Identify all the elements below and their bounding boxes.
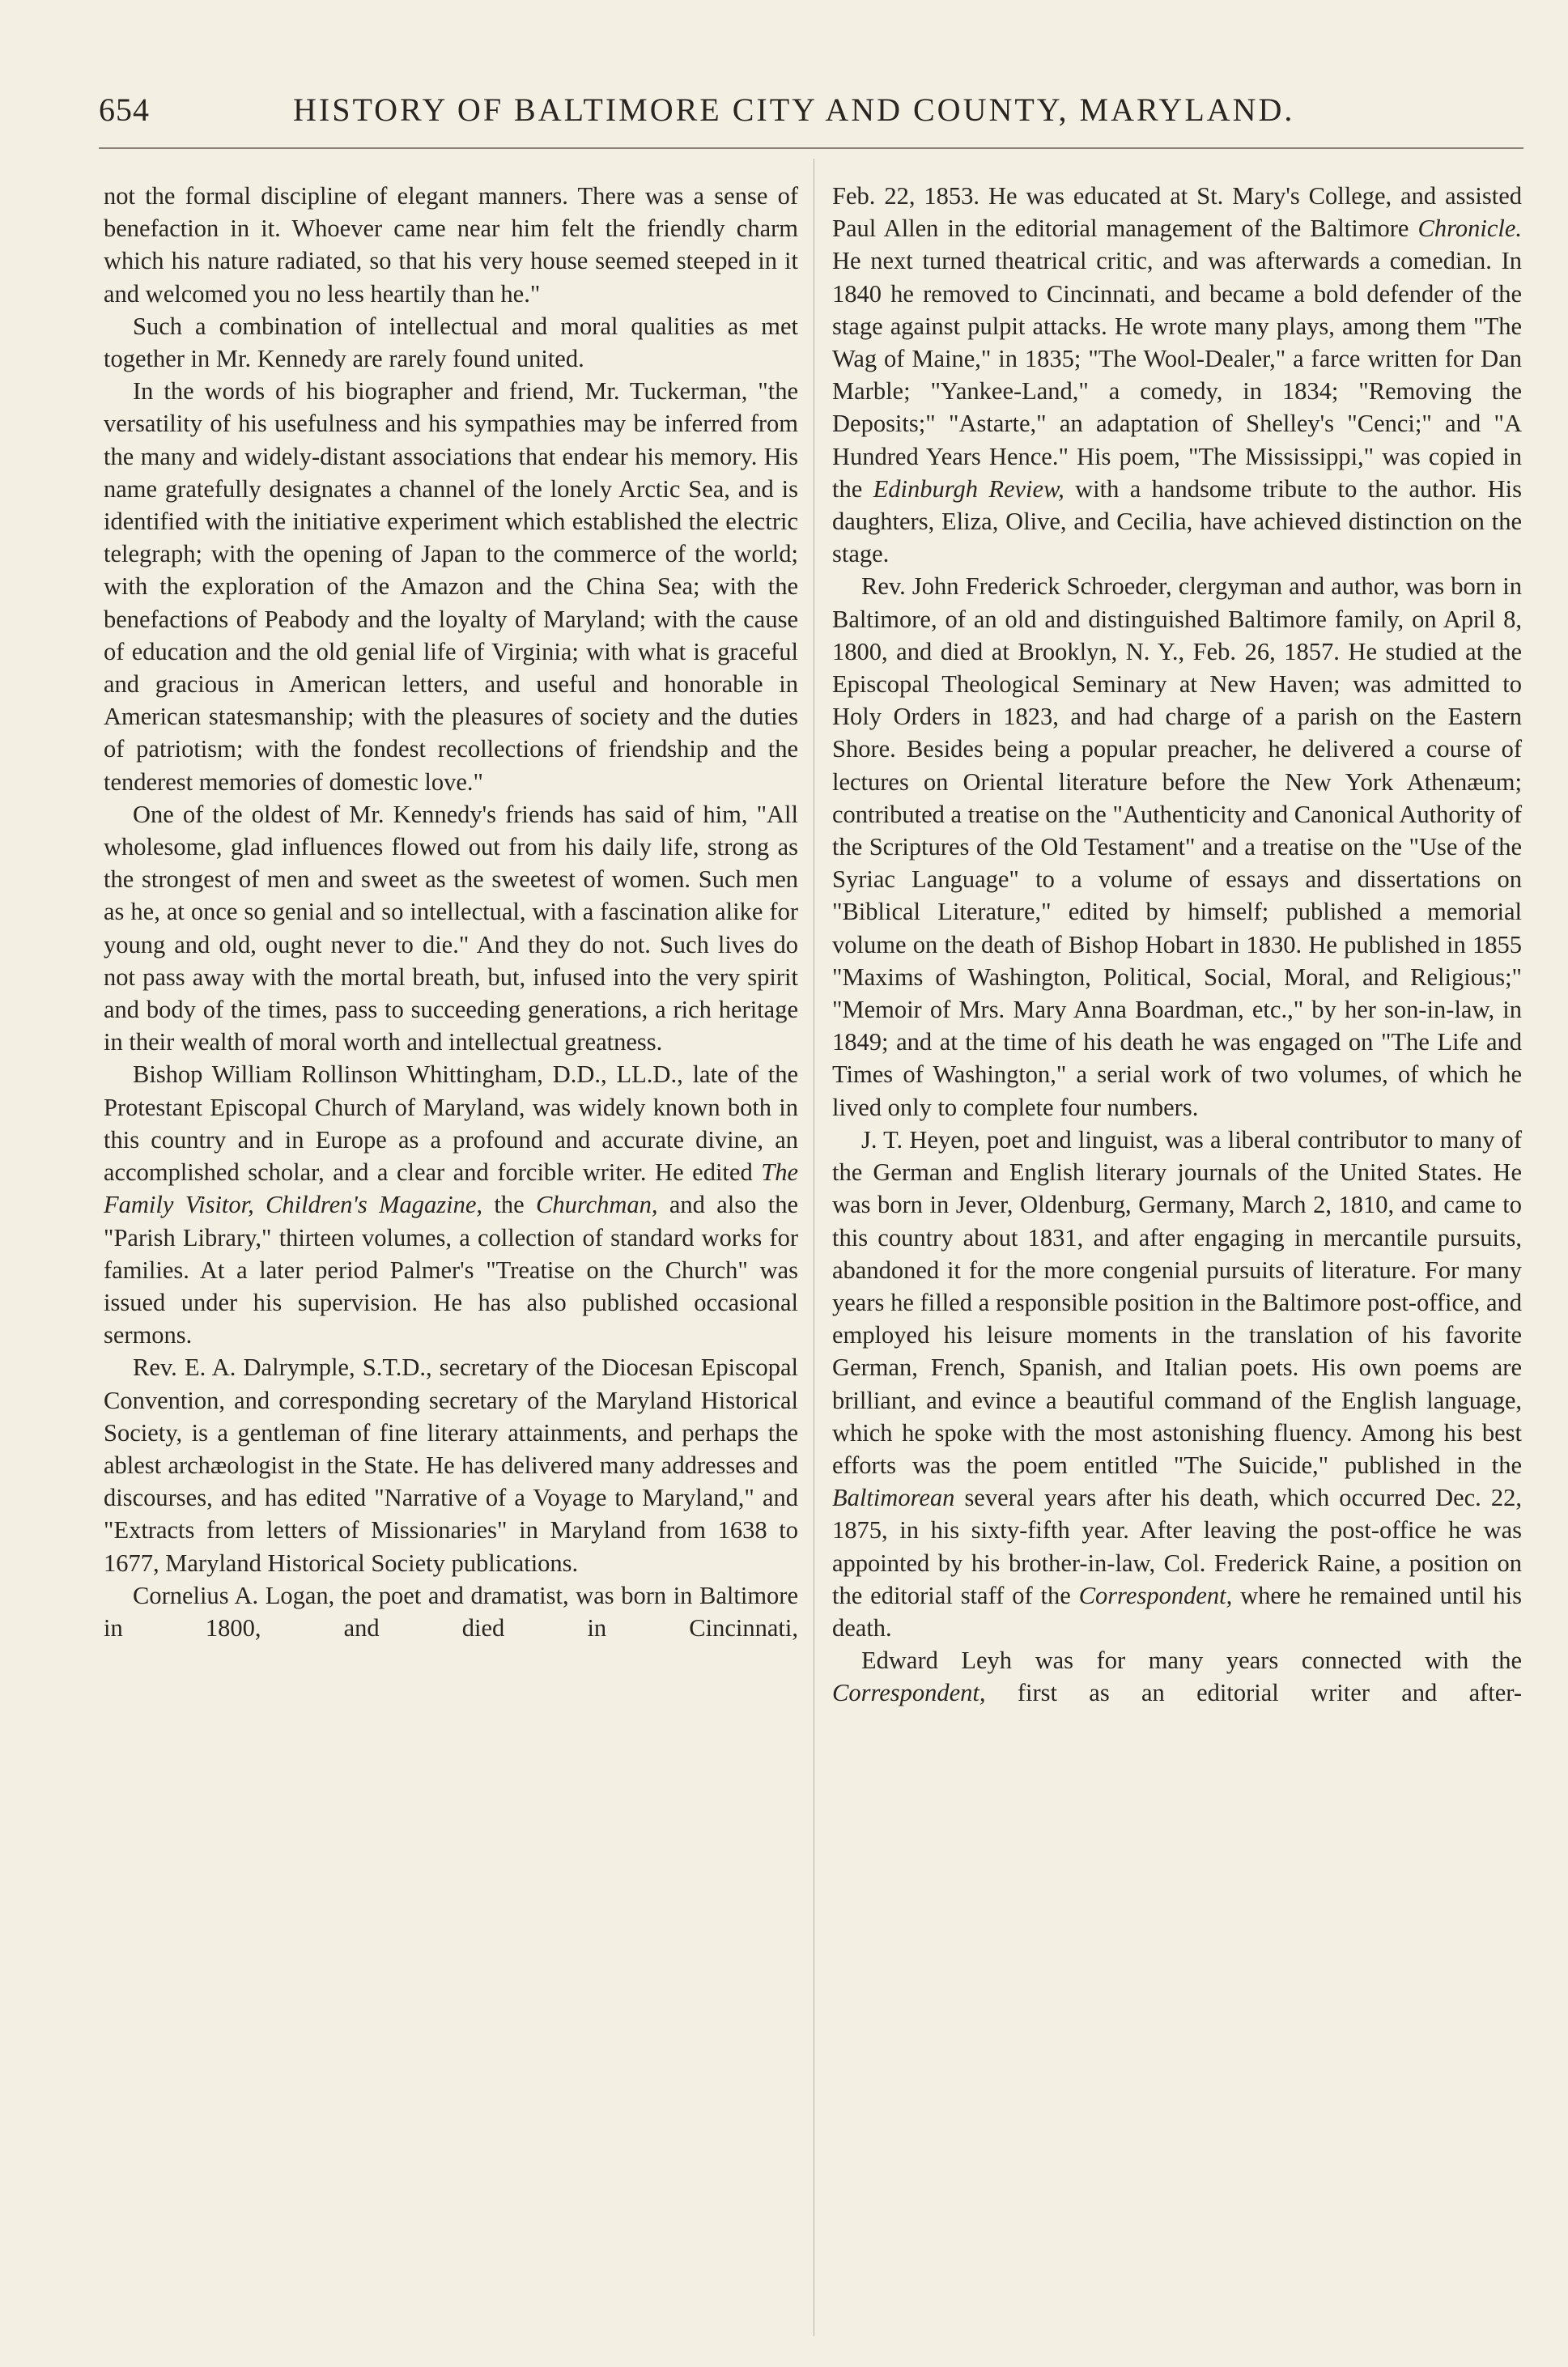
text-run: Bishop William Rollinson Whittingham, D.D., LL.D., late of the Protestant Episcopal Church of Maryland, was widely known both in this country and in Europe as a profound and accurate divine, an accomplished scholar, and a clear and forcible writer. He edited: [104, 1060, 798, 1187]
italic-title: Baltimorean: [832, 1484, 955, 1512]
italic-title: Chronicle.: [1417, 215, 1522, 243]
paragraph: Such a combination of intellectual and moral qualities as met together in Mr. Kennedy are rarely found united.: [104, 312, 798, 373]
text-run: where he remained until his death.: [832, 1581, 1523, 1642]
paragraph: [832, 1124, 1522, 1644]
paragraph: [832, 180, 1522, 570]
text-run: J. T. Heyen, poet and linguist, was a liberal contributor to many of the German and English literary journals of the United States. He was born in Jever, Oldenburg, Germany, March 2, 1810, and came to this country about 1831, and after engaging in mercantile pursuits, abandoned it for the more congenial pursuits of literature. For many years he filled a responsible position in the Baltimore post-office, and employed his leisure moments in the translation of his favorite German, French, Spanish, and Italian poets. His own poems are brilliant, and evince a beautiful command of the English language, which he spoke with the most astonishing fluency. Among his best efforts was the poem entitled "The Suicide," published in the: [832, 1125, 1522, 1479]
italic-title: Edinburgh Review,: [873, 474, 1064, 503]
italic-title: Correspondent,: [1078, 1581, 1233, 1609]
paragraph: not the formal discipline of elegant manners. There was a sense of benefaction in it. Whoever came near him felt the friendly charm which his nature radiated, so that his very house seemed steeped in it and welcomed you no less heartily than he.": [104, 182, 798, 308]
italic-title: Churchman,: [536, 1191, 658, 1219]
paragraph: [832, 1644, 1522, 1709]
left-column: [104, 180, 798, 1644]
italic-title: The Family Visitor, Children's Magazine,: [104, 1158, 798, 1219]
text-run: with a handsome tribute to the author. His daughters, Eliza, Olive, and Cecilia, have achieved distinction on the stage.: [832, 474, 1523, 568]
text-run: several years after his death, which occurred Dec. 22, 1875, in his sixty-fifth year. After leaving the post-office he was appointed by his brother-in-law, Col. Frederick Raine, a position on the editorial staff of the: [832, 1484, 1522, 1609]
text-run: the: [482, 1191, 537, 1219]
text-run: Edward Leyh was for many years connected with the: [861, 1647, 1522, 1675]
paragraph: [104, 1058, 798, 1351]
text-run: Feb. 22, 1853. He was educated at St. Mary's College, and assisted Paul Allen in the editorial management of the Baltimore: [832, 182, 1522, 243]
paragraph: Rev. John Frederick Schroeder, clergyman and author, was born in Baltimore, of an old and distinguished Baltimore family, on April 8, 1800, and died at Brooklyn, N. Y., Feb. 26, 1857. He studied at the Episcopal Theological Seminary at New Haven; was admitted to Holy Orders in 1823, and had charge of a parish on the Eastern Shore. Besides being a popular preacher, he delivered a course of lectures on Oriental literature before the New York Athenæum; contributed a treatise on the "Authenticity and Canonical Authority of the Scriptures of the Old Testament" and a treatise on the "Use of the Syriac Language" to a volume of essays and dissertations on "Biblical Literature," edited by himself; published a memorial volume on the death of Bishop Hobart in 1830. He published in 1855 "Maxims of Washington, Political, Social, Moral, and Religious;" "Memoir of Mrs. Mary Anna Boardman, etc.," by her son-in-law, in 1849; and at the time of his death he was engaged on "The Life and Times of Washington," a serial work of two volumes, of which he lived only to complete four numbers.: [832, 572, 1522, 1121]
page-header: [99, 91, 1523, 139]
paragraph: In the words of his biographer and friend, Mr. Tuckerman, "the versatility of his usefulness and his sympathies may be inferred from the many and widely-distant associations that endear his memory. His name gratefully designates a channel of the lonely Arctic Sea, and is identified with the initiative experiment which established the electric telegraph; with the opening of Japan to the commerce of the world; with the exploration of the Amazon and the China Sea; with the benefactions of Peabody and the loyalty of Maryland; with the cause of education and the old genial life of Virginia; with what is graceful and gracious in American letters, and useful and honorable in American statesmanship; with the pleasures of society and the duties of patriotism; with the fondest recollections of friendship and the tenderest memories of domestic love.": [104, 377, 798, 796]
paragraph: One of the oldest of Mr. Kennedy's friends has said of him, "All wholesome, glad influences flowed out from his daily life, strong as the strongest of men and sweet as the sweetest of women. Such men as he, at once so genial and so intellectual, with a fascination alike for young and old, ought never to die." And they do not. Such lives do not pass away with the mortal breath, but, infused into the very spirit and body of the times, pass to succeeding generations, a rich heritage in their wealth of moral worth and intellectual greatness.: [104, 800, 798, 1056]
text-run: He next turned theatrical critic, and was afterwards a comedian. In 1840 he removed to Cincinnati, and became a bold defender of the stage against pulpit attacks. He wrote many plays, among them "The Wag of Maine," in 1835; "The Wool-Dealer," a farce written for Dan Marble; "Yankee-Land," a comedy, in 1834; "Removing the Deposits;" "Astarte," an adaptation of Shelley's "Cenci;" and "A Hundred Years Hence." His poem, "The Mississippi," was copied in the: [832, 247, 1522, 503]
paragraph: Cornelius A. Logan, the poet and dramatist, was born in Baltimore in 1800, and died in Cincinnati,: [104, 1581, 798, 1642]
italic-title: Correspondent,: [832, 1679, 986, 1707]
paragraph: Rev. E. A. Dalrymple, S.T.D., secretary of the Diocesan Episcopal Convention, and corresponding secretary of the Maryland Historical Society, is a gentleman of fine literary attainments, and perhaps the ablest archæologist in the State. He has delivered many addresses and discourses, and has edited "Narrative of a Voyage to Maryland," and "Extracts from letters of Missionaries" in Maryland from 1638 to 1677, Maryland Historical Society publications.: [104, 1353, 798, 1577]
right-column: [832, 180, 1522, 1710]
text-run: and also the "Parish Library," thirteen volumes, a collection of standard works for families. At a later period Palmer's "Treatise on the Church" was issued under his supervision. He has also published occasional sermons.: [104, 1191, 798, 1349]
running-head: HISTORY OF BALTIMORE CITY AND COUNTY, MARYLAND.: [293, 91, 1295, 128]
header-rule: [99, 147, 1523, 149]
text-run: first as an editorial writer and after-: [985, 1679, 1522, 1707]
page-number: 654: [99, 91, 150, 128]
